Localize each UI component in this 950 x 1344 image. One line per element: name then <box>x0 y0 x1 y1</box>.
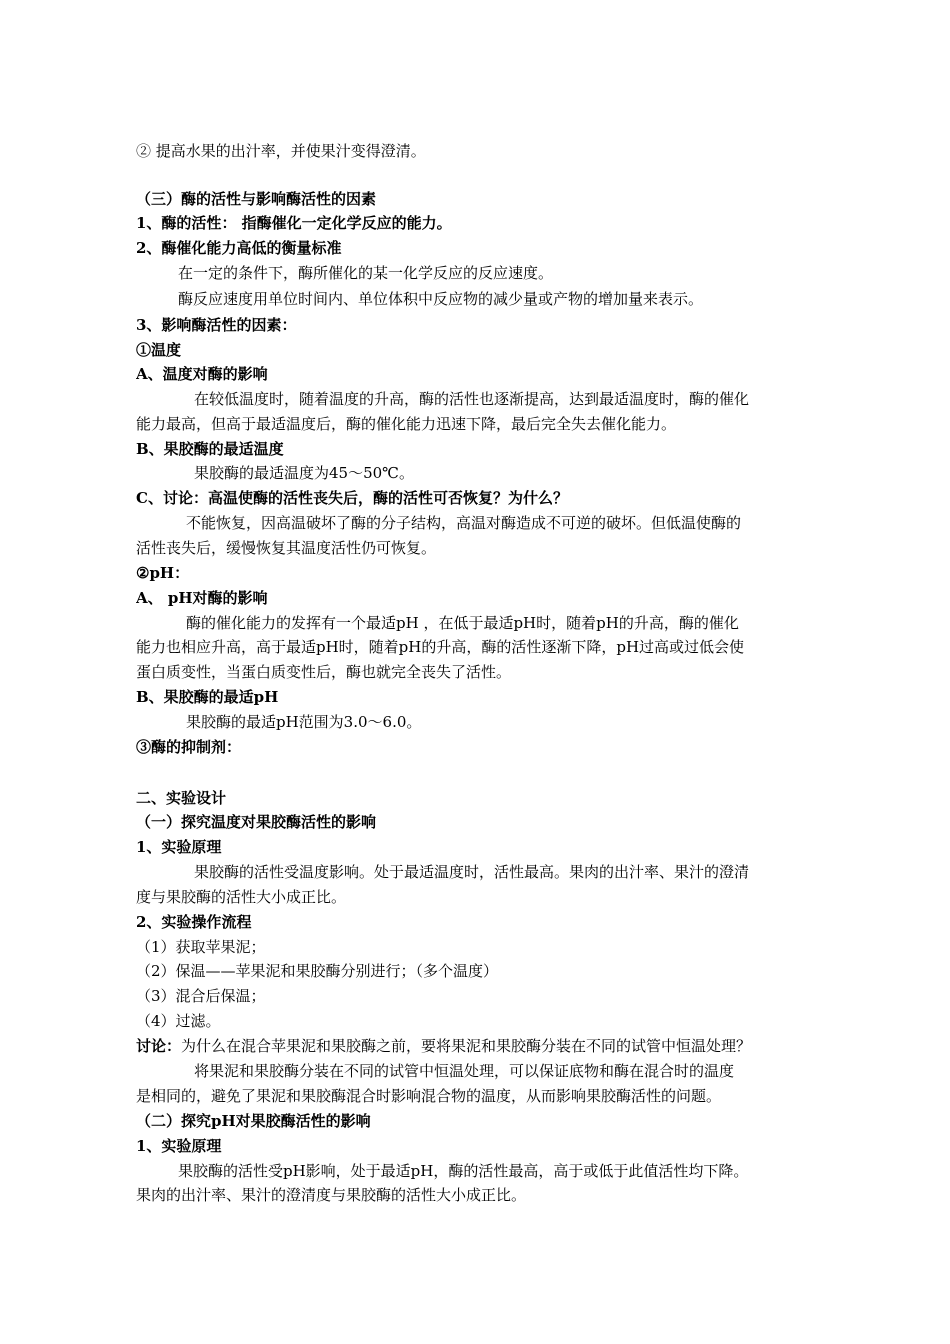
paragraph-line: 果肉的出汁率、果汁的澄清度与果胶酶的活性大小成正比。 <box>136 1186 527 1204</box>
text-line: ② 提高水果的出汁率，并使果汁变得澄清。 <box>136 142 426 160</box>
subheading: C、讨论：高温使酶的活性丧失后，酶的活性可否恢复？为什么？ <box>136 489 568 507</box>
subheading: 1、实验原理 <box>136 838 222 856</box>
paragraph-line: 能力最高，但高于最适温度后，酶的催化能力迅速下降，最后完全失去催化能力。 <box>136 415 677 433</box>
paragraph-line: 酶的催化能力的发挥有一个最适pH ，在低于最适pH时，随着pH的升高，酶的催化 <box>186 614 739 632</box>
subheading: ①温度 <box>136 341 182 359</box>
subheading: ③酶的抑制剂： <box>136 738 242 756</box>
paragraph-line: 果胶酶的活性受pH影响，处于最适pH，酶的活性最高，高于或低于此值活性均下降。 <box>178 1162 749 1180</box>
paragraph-line: 蛋白质变性，当蛋白质变性后，酶也就完全丧失了活性。 <box>136 663 512 681</box>
term-label: 1、酶的活性： 指酶催化一定化学反应的能力。 <box>136 214 452 232</box>
discussion-label: 讨论： <box>136 1037 182 1055</box>
text-line <box>136 214 816 232</box>
subheading: （一）探究温度对果胶酶活性的影响 <box>136 813 377 831</box>
paragraph-line: 在较低温度时，随着温度的升高，酶的活性也逐渐提高，达到最适温度时，酶的催化 <box>194 390 750 408</box>
subheading: 1、实验原理 <box>136 1137 222 1155</box>
subheading: （二）探究pH对果胶酶活性的影响 <box>136 1112 371 1130</box>
subheading: 2、实验操作流程 <box>136 913 252 931</box>
paragraph-line: 在一定的条件下，酶所催化的某一化学反应的反应速度。 <box>178 264 554 282</box>
discussion-question: 为什么在混合苹果泥和果胶酶之前，要将果泥和果胶酶分装在不同的试管中恒温处理？ <box>181 1037 752 1055</box>
paragraph-line: 果胶酶的活性受温度影响。处于最适温度时，活性最高。果肉的出汁率、果汁的澄清 <box>194 863 750 881</box>
paragraph-line: 酶反应速度用单位时间内、单位体积中反应物的减少量或产物的增加量来表示。 <box>178 290 704 308</box>
list-item: （3）混合后保温； <box>136 987 266 1005</box>
list-item: （1）获取苹果泥； <box>136 938 266 956</box>
list-item: （2）保温——苹果泥和果胶酶分别进行；（多个温度） <box>136 962 499 980</box>
paragraph-line: 果胶酶的最适温度为45～50℃。 <box>194 464 414 482</box>
subheading: B、果胶酶的最适温度 <box>136 440 284 458</box>
paragraph-line: 将果泥和果胶酶分装在不同的试管中恒温处理，可以保证底物和酶在混合时的温度 <box>194 1062 735 1080</box>
paragraph-line: 不能恢复，因高温破坏了酶的分子结构，高温对酶造成不可逆的破坏。但低温使酶的 <box>186 514 742 532</box>
section-heading: 二、实验设计 <box>136 789 227 807</box>
subheading: 2、酶催化能力高低的衡量标准 <box>136 239 342 257</box>
paragraph-line: 活性丧失后，缓慢恢复其温度活性仍可恢复。 <box>136 539 437 557</box>
paragraph-line: 是相同的，避免了果泥和果胶酶混合时影响混合物的温度，从而影响果胶酶活性的问题。 <box>136 1087 722 1105</box>
subheading: 3、影响酶活性的因素： <box>136 316 297 334</box>
subheading: A、 pH对酶的影响 <box>136 589 268 607</box>
subheading: ②pH： <box>136 564 190 582</box>
list-item: （4）过滤。 <box>136 1012 221 1030</box>
discussion-line <box>136 1037 816 1055</box>
paragraph-line: 能力也相应升高，高于最适pH时，随着pH的升高，酶的活性逐渐下降，pH过高或过低会使 <box>136 638 745 656</box>
subheading: B、果胶酶的最适pH <box>136 688 279 706</box>
section-heading: （三）酶的活性与影响酶活性的因素 <box>136 190 377 208</box>
paragraph-line: 度与果胶酶的活性大小成正比。 <box>136 888 347 906</box>
subheading: A、温度对酶的影响 <box>136 365 268 383</box>
paragraph-line: 果胶酶的最适pH范围为3.0～6.0。 <box>186 713 422 731</box>
